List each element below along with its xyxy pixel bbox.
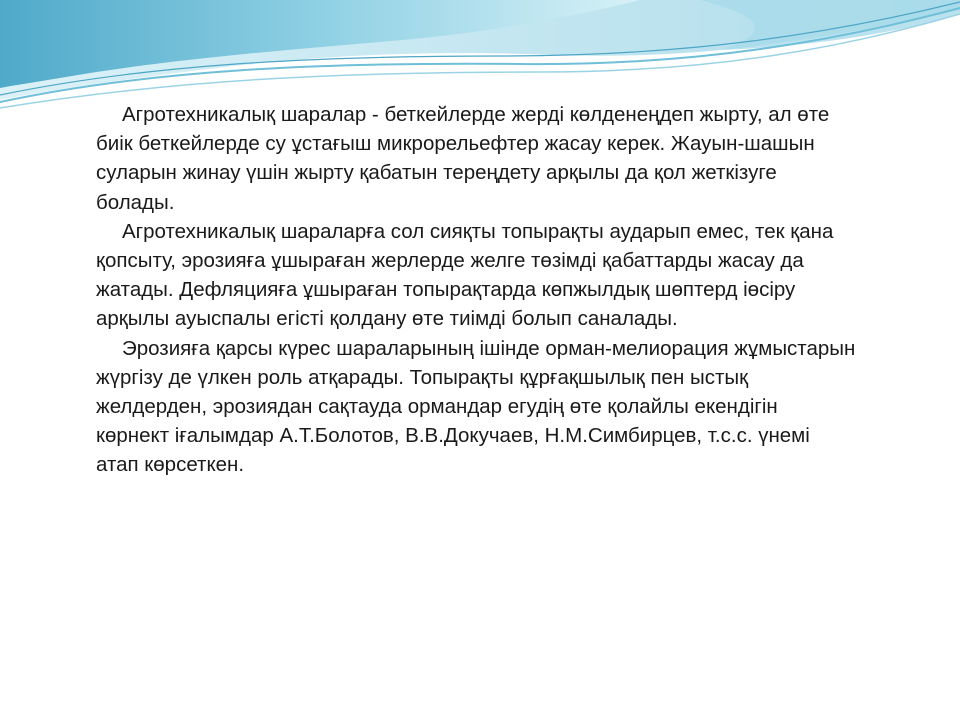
paragraph-1: Агротехникалық шаралар - беткейлерде жерді көлденеңдеп жырту, ал өте биік беткейлерде су ұстағыш микрорельефтер жасау керек. Жауын-шашын суларын жинау үшін жырту қабатын тереңдету арқылы да қол жеткізуге болады. <box>96 103 830 214</box>
paragraph-2: Агротехникалық шараларға сол сияқты топырақты аударып емес, тек қана қопсыту, эрозияға ұшыраған жерлерде желге төзімді қабаттарды жасау да жатады. Дефляцияға ұшыраған топырақтарда көпжылдық шөптерд іөсіру арқылы ауыспалы егісті қолдану өте тиімді болып саналады. <box>96 219 834 331</box>
slide-text-body <box>96 100 856 480</box>
paragraph-3: Эрозияға қарсы күрес шараларының ішінде орман-мелиорация жұмыстарын жүргізу де үлкен роль атқарады. Топырақты құрғақшылық пен ыстық желдерден, эрозиядан сақтауда ормандар егудің өте қолайлы екендігін көрнект іғалымдар А.Т.Болотов, В.В.Докучаев, Н.М.Симбирцев, т.с.с. үнемі атап көрсеткен. <box>96 336 856 477</box>
